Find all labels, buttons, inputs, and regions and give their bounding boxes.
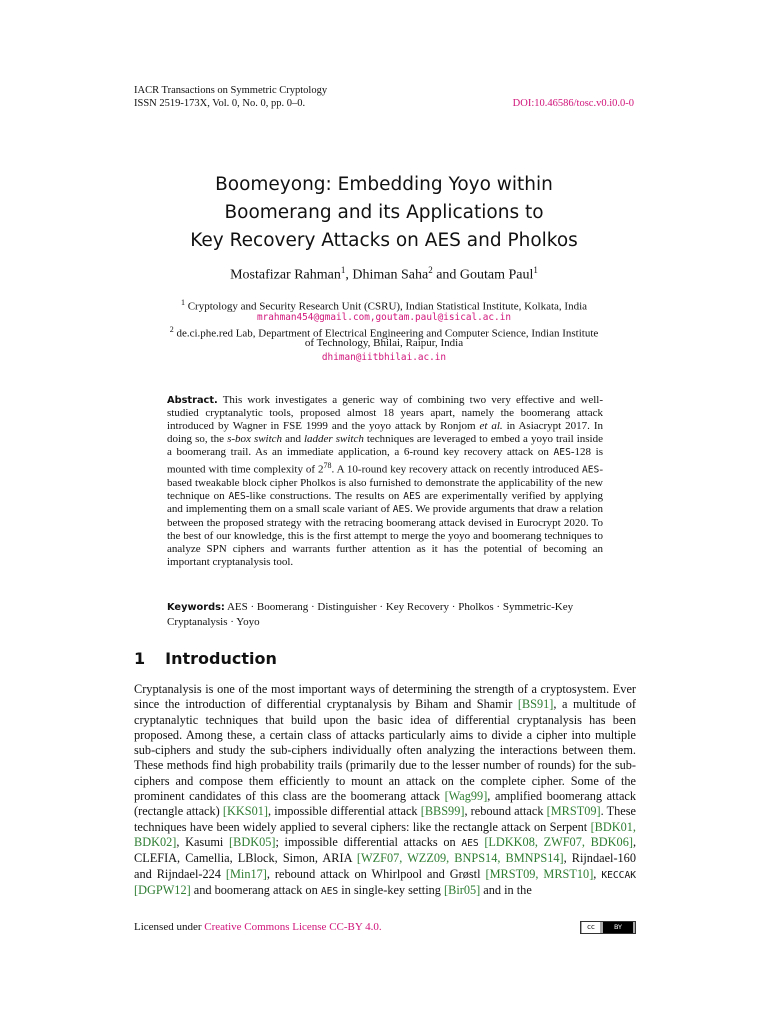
body-text: , CLEFIA, Camellia, LBlock, Simon, ARIA — [134, 834, 637, 866]
abstract-text: . We provide arguments that draw a relation between the proposed strategy with the retracing boomerang attack devised in Eurocrypt 2020. To the best of our knowledge, this is the first attempt to merge the yoyo and boomerang techniques to analyze SPN ciphers and warrants further attention as it has the potential of becoming an important cryptanalysis tool. — [167, 503, 603, 568]
cipher-name: AES — [461, 837, 479, 849]
cc-icon: cc — [582, 922, 600, 933]
author-affil-mark: 1 — [533, 265, 538, 275]
abstract-text: -based tweakable block cipher Pholkos is also furnished to demonstrate the applicability of the new technique on — [167, 464, 603, 503]
section-title: Introduction — [165, 649, 277, 668]
journal-name: IACR Transactions on Symmetric Cryptology — [134, 85, 328, 96]
citation-link[interactable]: [Wag99] — [444, 789, 488, 804]
body-text: . These techniques have been widely applied to several ciphers: like the rectangle attack on Serpent — [134, 804, 636, 834]
body-text: , amplified boomerang attack (rectangle attack) — [134, 789, 637, 819]
abstract — [167, 394, 603, 569]
body-text: , — [593, 866, 602, 881]
affil-text: de.ci.phe.red Lab, Department of Electrical Engineering and Computer Science, Indian Institute — [176, 327, 599, 340]
body-text: Cryptanalysis is one of the most important ways of determining the strength of a cryptosystem. Ever since the introduction of differential cryptanalysis by Biham and Shamir — [134, 682, 636, 712]
author-name: Goutam Paul — [459, 267, 534, 283]
doi-link[interactable]: DOI:10.46586/tosc.v0.i0.0-0 — [512, 98, 634, 109]
abstract-text: This work investigates a generic way of combining two very effective and well-studied cryptanalytic tools, proposed almost 18 years apart, namely the boomerang attack introduced by Wagner in FSE 1999 and the yoyo attack by Ronjom — [167, 394, 603, 433]
citation-link[interactable]: [DGPW12] — [134, 882, 191, 897]
abstract-text: -like constructions. The results on — [245, 490, 404, 503]
title-line: Boomerang and its Applications to — [224, 202, 544, 223]
author-affil-mark: 1 — [340, 265, 346, 275]
cipher-name: AES — [553, 447, 571, 459]
citation-link[interactable]: [BDK01, BDK02] — [134, 819, 636, 849]
citation-link[interactable]: [MRST09, MRST10] — [485, 866, 594, 881]
abstract-text: and — [282, 433, 304, 446]
author-name: Mostafizar Rahman — [230, 267, 341, 283]
cipher-name: KECCAK — [601, 869, 636, 881]
abstract-text: ladder switch — [303, 433, 364, 446]
by-icon: BY — [603, 922, 633, 933]
body-text: and boomerang attack on — [190, 882, 321, 897]
affiliation-2-email — [120, 350, 648, 365]
body-text: , a multitude of cryptanalytic techniques that build upon the basic idea of differential cryptanalysis has been proposed. Among these, a certain class of attacks particularly aims to divide a cipher into multiple sub-ciphers and study the sub-ciphers individually often analyzing the interactions between them. These methods find high probability trails (primarily due to the lesser number of rounds) for the sub-ciphers and compose them efficiently to mount an attack on the complete cipher. Some of the prominent candidates of this class are the boomerang attack — [134, 697, 636, 804]
affil-number: 2 — [169, 325, 174, 334]
body-text: ; impossible differential attacks on — [275, 834, 462, 849]
citation-link[interactable]: [Bir05] — [444, 882, 481, 897]
issn-line: ISSN 2519-173X, Vol. 0, No. 0, pp. 0–0. — [134, 98, 306, 109]
affil-number: 1 — [180, 298, 185, 307]
abstract-text: are experimentally verified by applying and implementing them on a small scale variant of — [167, 490, 604, 516]
abstract-text: -128 is mounted with time complexity of 2 — [167, 446, 603, 477]
keywords-text: AES · Boomerang · Distinguisher · Key Recovery · Pholkos · Symmetric-Key Cryptanalysis · Yoyo — [167, 601, 574, 628]
body-text: , impossible differential attack — [268, 804, 421, 819]
abstract-text: techniques are leveraged to embed a yoyo trail inside a boomerang trail. As an immediate application, a 6-round key recovery attack on — [167, 433, 603, 459]
cipher-name: AES — [582, 465, 600, 477]
section-number: 1 — [134, 649, 146, 668]
keywords — [167, 600, 603, 629]
paper-title — [0, 171, 768, 255]
author-name: Dhiman Saha — [352, 267, 429, 283]
section-heading — [134, 649, 277, 668]
body-text: , Kasumi — [176, 834, 230, 849]
keywords-label: Keywords: — [167, 602, 225, 613]
license-prefix: Licensed under — [134, 921, 205, 933]
abstract-text: . A 10-round key recovery attack on recently introduced — [331, 464, 582, 477]
cc-by-badge[interactable] — [580, 921, 636, 934]
license-line — [134, 921, 382, 933]
intro-paragraph — [134, 682, 636, 899]
license-link[interactable]: Creative Commons License CC-BY 4.0. — [204, 921, 382, 933]
abstract-text: in Asiacrypt 2017. In doing so, the — [167, 420, 604, 446]
title-line: Boomeyong: Embedding Yoyo within — [215, 174, 553, 195]
body-text: , rebound attack — [464, 804, 547, 819]
affiliation-2-cont — [120, 336, 648, 350]
citation-link[interactable]: [Min17] — [225, 866, 267, 881]
exponent: 78 — [323, 461, 332, 471]
body-text: and in the — [480, 882, 532, 897]
citation-link[interactable]: [MRST09] — [546, 804, 601, 819]
cipher-name: AES — [392, 504, 411, 516]
email-link[interactable]: dhiman@iitbhilai.ac.in — [321, 352, 447, 363]
body-text: in single-key setting — [338, 882, 445, 897]
cipher-name: AES — [403, 491, 421, 503]
body-text: , rebound attack on Whirlpool and Grøstl — [266, 866, 486, 881]
citation-link[interactable]: [WZF07, WZZ09, BNPS14, BMNPS14] — [356, 851, 564, 866]
affil-text: Cryptology and Security Research Unit (CSRU), Indian Statistical Institute, Kolkata, India — [187, 300, 588, 313]
citation-link[interactable]: [LDKK08, ZWF07, BDK06] — [484, 834, 633, 849]
affil-text: of Technology, Bhilai, Raipur, India — [304, 337, 464, 349]
title-line: Key Recovery Attacks on AES and Pholkos — [190, 230, 578, 251]
citation-link[interactable]: [KKS01] — [222, 804, 268, 819]
abstract-text: et al. — [479, 420, 503, 433]
cipher-name: AES — [320, 885, 339, 897]
abstract-label: Abstract. — [167, 395, 218, 406]
citation-link[interactable]: [BDK05] — [229, 834, 276, 849]
citation-link[interactable]: [BS91] — [517, 697, 554, 712]
email-link[interactable]: mrahman454@gmail.com,goutam.paul@isical.ac.in — [257, 312, 511, 323]
citation-link[interactable]: [BBS99] — [420, 804, 465, 819]
abstract-text: s-box switch — [227, 433, 283, 446]
author-separator: , — [345, 267, 349, 283]
author-list — [0, 265, 768, 284]
author-and: and — [436, 267, 457, 283]
body-text: , Rijndael-160 and Rijndael-224 — [134, 851, 636, 881]
cipher-name: AES — [228, 491, 246, 503]
author-affil-mark: 2 — [428, 265, 433, 275]
